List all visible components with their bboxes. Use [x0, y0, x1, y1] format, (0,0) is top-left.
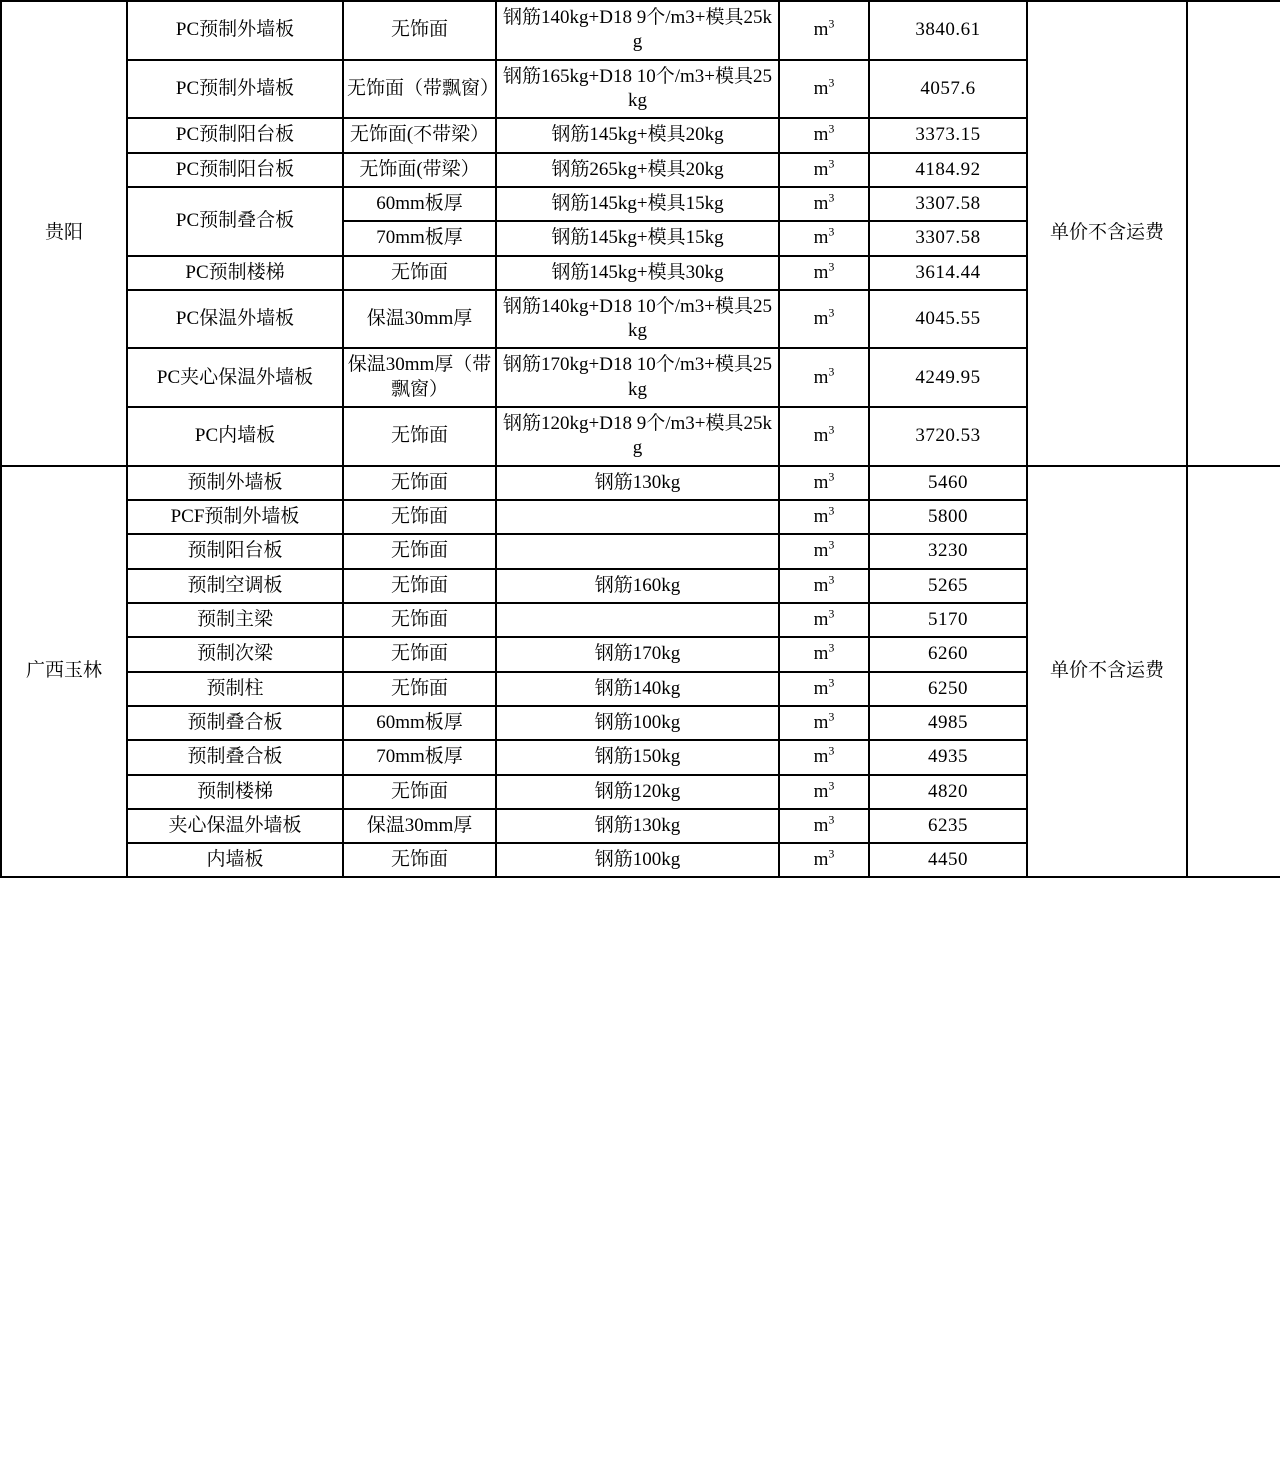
unit-cell: [779, 153, 869, 187]
unit-cell: [779, 809, 869, 843]
unit-price-cell: 3614.44: [869, 256, 1027, 290]
unit-symbol: $m^3$: [813, 503, 835, 527]
component-name-cell: PC预制外墙板: [127, 60, 343, 119]
specification-cell: 无饰面: [343, 534, 496, 568]
unit-symbol: $m^3$: [813, 778, 835, 802]
specification-cell: 无饰面（带飘窗）: [343, 60, 496, 119]
specification-cell: 无饰面: [343, 407, 496, 466]
empty-trailing-cell: [1187, 1, 1280, 466]
component-name-cell: PC保温外墙板: [127, 290, 343, 349]
specification-cell: 无饰面: [343, 569, 496, 603]
unit-price-cell: 4184.92: [869, 153, 1027, 187]
unit-exponent: 3: [828, 743, 835, 758]
unit-price-cell: 5800: [869, 500, 1027, 534]
unit-symbol: $m^3$: [813, 469, 835, 493]
material-detail-cell: 钢筋120kg+D18 9个/m3+模具25kg: [496, 407, 779, 466]
unit-cell: [779, 290, 869, 349]
unit-symbol: $m^3$: [813, 572, 835, 596]
material-detail-cell: 钢筋145kg+模具15kg: [496, 187, 779, 221]
unit-price-cell: 3307.58: [869, 221, 1027, 255]
region-cell: 贵阳: [1, 1, 127, 466]
specification-cell: 保温30mm厚: [343, 290, 496, 349]
specification-cell: 无饰面: [343, 775, 496, 809]
unit-cell: [779, 187, 869, 221]
unit-cell: [779, 221, 869, 255]
component-name-cell: 预制柱: [127, 672, 343, 706]
component-name-cell: 内墙板: [127, 843, 343, 877]
unit-exponent: 3: [828, 709, 835, 724]
component-name-cell: PC夹心保温外墙板: [127, 348, 343, 407]
unit-cell: [779, 118, 869, 152]
specification-cell: 无饰面: [343, 1, 496, 60]
specification-cell: 无饰面(带梁）: [343, 153, 496, 187]
component-name-cell: PC预制楼梯: [127, 256, 343, 290]
specification-cell: 无饰面: [343, 672, 496, 706]
unit-symbol: $m^3$: [813, 606, 835, 630]
material-detail-cell: 钢筋130kg: [496, 809, 779, 843]
specification-cell: 保温30mm厚: [343, 809, 496, 843]
unit-cell: [779, 500, 869, 534]
remark-cell: 单价不含运费: [1027, 1, 1187, 466]
table-row: [1, 1, 1280, 60]
unit-exponent: 3: [828, 503, 835, 518]
specification-cell: 60mm板厚: [343, 187, 496, 221]
material-detail-cell: [496, 500, 779, 534]
unit-price-cell: 3840.61: [869, 1, 1027, 60]
unit-cell: [779, 740, 869, 774]
unit-cell: [779, 775, 869, 809]
material-detail-cell: 钢筋100kg: [496, 843, 779, 877]
unit-price-cell: 6260: [869, 637, 1027, 671]
material-detail-cell: 钢筋165kg+D18 10个/m3+模具25kg: [496, 60, 779, 119]
unit-cell: [779, 603, 869, 637]
specification-cell: 60mm板厚: [343, 706, 496, 740]
material-detail-cell: 钢筋145kg+模具15kg: [496, 221, 779, 255]
component-name-cell: PC内墙板: [127, 407, 343, 466]
unit-symbol: $m^3$: [813, 121, 835, 146]
material-detail-cell: [496, 534, 779, 568]
component-name-cell: 预制阳台板: [127, 534, 343, 568]
unit-exponent: 3: [828, 305, 835, 320]
specification-cell: 70mm板厚: [343, 740, 496, 774]
unit-symbol: $m^3$: [813, 364, 835, 388]
unit-symbol: $m^3$: [813, 259, 835, 283]
specification-cell: 70mm板厚: [343, 221, 496, 255]
unit-price-cell: 3373.15: [869, 118, 1027, 152]
unit-cell: [779, 534, 869, 568]
unit-symbol: $m^3$: [813, 640, 835, 665]
unit-exponent: 3: [828, 812, 835, 827]
unit-exponent: 3: [828, 16, 835, 31]
unit-cell: [779, 843, 869, 877]
unit-price-cell: 4045.55: [869, 290, 1027, 349]
unit-price-cell: 6250: [869, 672, 1027, 706]
unit-price-cell: 3720.53: [869, 407, 1027, 466]
material-detail-cell: 钢筋140kg+D18 10个/m3+模具25kg: [496, 290, 779, 349]
unit-cell: [779, 466, 869, 500]
material-detail-cell: 钢筋170kg+D18 10个/m3+模具25kg: [496, 348, 779, 407]
material-detail-cell: 钢筋150kg: [496, 740, 779, 774]
unit-price-cell: 4820: [869, 775, 1027, 809]
unit-cell: [779, 1, 869, 60]
specification-cell: 无饰面: [343, 603, 496, 637]
component-name-cell: 预制次梁: [127, 637, 343, 671]
material-detail-cell: [496, 603, 779, 637]
unit-exponent: 3: [828, 422, 835, 437]
unit-symbol: $m^3$: [813, 537, 835, 562]
unit-exponent: 3: [828, 778, 835, 793]
unit-price-cell: 3230: [869, 534, 1027, 568]
unit-exponent: 3: [828, 846, 835, 861]
unit-symbol: $m^3$: [813, 675, 835, 699]
unit-exponent: 3: [828, 259, 835, 274]
unit-symbol: $m^3$: [813, 16, 835, 41]
unit-exponent: 3: [828, 640, 835, 655]
specification-cell: 无饰面: [343, 256, 496, 290]
unit-cell: [779, 407, 869, 466]
unit-price-cell: 3307.58: [869, 187, 1027, 221]
unit-exponent: 3: [828, 606, 835, 621]
unit-price-cell: 6235: [869, 809, 1027, 843]
specification-cell: 保温30mm厚（带飘窗）: [343, 348, 496, 407]
material-detail-cell: 钢筋100kg: [496, 706, 779, 740]
component-name-cell: 预制叠合板: [127, 706, 343, 740]
unit-exponent: 3: [828, 75, 835, 90]
unit-symbol: $m^3$: [813, 846, 835, 871]
material-detail-cell: 钢筋160kg: [496, 569, 779, 603]
unit-exponent: 3: [828, 190, 835, 205]
unit-exponent: 3: [828, 156, 835, 171]
unit-symbol: $m^3$: [813, 156, 835, 180]
component-name-cell: 夹心保温外墙板: [127, 809, 343, 843]
unit-exponent: 3: [828, 224, 835, 239]
component-name-cell: PC预制阳台板: [127, 118, 343, 152]
unit-symbol: $m^3$: [813, 743, 835, 768]
unit-exponent: 3: [828, 537, 835, 552]
material-detail-cell: 钢筋140kg: [496, 672, 779, 706]
material-detail-cell: 钢筋140kg+D18 9个/m3+模具25kg: [496, 1, 779, 60]
component-name-cell: PC预制叠合板: [127, 187, 343, 256]
specification-cell: 无饰面(不带梁）: [343, 118, 496, 152]
region-cell: 广西玉林: [1, 466, 127, 878]
unit-symbol: $m^3$: [813, 190, 835, 214]
unit-price-cell: 5460: [869, 466, 1027, 500]
component-name-cell: PC预制阳台板: [127, 153, 343, 187]
specification-cell: 无饰面: [343, 637, 496, 671]
empty-trailing-cell: [1187, 466, 1280, 878]
unit-price-cell: 5265: [869, 569, 1027, 603]
material-detail-cell: 钢筋170kg: [496, 637, 779, 671]
unit-cell: [779, 672, 869, 706]
unit-exponent: 3: [828, 121, 835, 136]
component-name-cell: 预制楼梯: [127, 775, 343, 809]
unit-price-cell: 4249.95: [869, 348, 1027, 407]
unit-symbol: $m^3$: [813, 224, 835, 249]
unit-cell: [779, 60, 869, 119]
component-name-cell: PCF预制外墙板: [127, 500, 343, 534]
unit-cell: [779, 637, 869, 671]
unit-cell: [779, 569, 869, 603]
specification-cell: 无饰面: [343, 466, 496, 500]
unit-exponent: 3: [828, 364, 835, 379]
component-name-cell: 预制空调板: [127, 569, 343, 603]
unit-price-cell: 4450: [869, 843, 1027, 877]
unit-exponent: 3: [828, 675, 835, 690]
unit-price-cell: 4057.6: [869, 60, 1027, 119]
material-detail-cell: 钢筋145kg+模具20kg: [496, 118, 779, 152]
unit-cell: [779, 706, 869, 740]
unit-cell: [779, 348, 869, 407]
unit-symbol: $m^3$: [813, 422, 835, 447]
material-detail-cell: 钢筋120kg: [496, 775, 779, 809]
component-name-cell: 预制外墙板: [127, 466, 343, 500]
specification-cell: 无饰面: [343, 843, 496, 877]
specification-cell: 无饰面: [343, 500, 496, 534]
component-name-cell: 预制叠合板: [127, 740, 343, 774]
table-row: [1, 466, 1280, 500]
unit-price-cell: 4935: [869, 740, 1027, 774]
unit-symbol: $m^3$: [813, 709, 835, 733]
unit-symbol: $m^3$: [813, 305, 835, 329]
unit-symbol: $m^3$: [813, 75, 835, 99]
unit-exponent: 3: [828, 469, 835, 484]
unit-symbol: $m^3$: [813, 812, 835, 836]
material-detail-cell: 钢筋265kg+模具20kg: [496, 153, 779, 187]
unit-price-cell: 4985: [869, 706, 1027, 740]
remark-cell: 单价不含运费: [1027, 466, 1187, 878]
unit-price-cell: 5170: [869, 603, 1027, 637]
component-name-cell: PC预制外墙板: [127, 1, 343, 60]
material-detail-cell: 钢筋145kg+模具30kg: [496, 256, 779, 290]
component-name-cell: 预制主梁: [127, 603, 343, 637]
material-detail-cell: 钢筋130kg: [496, 466, 779, 500]
unit-exponent: 3: [828, 572, 835, 587]
unit-cell: [779, 256, 869, 290]
